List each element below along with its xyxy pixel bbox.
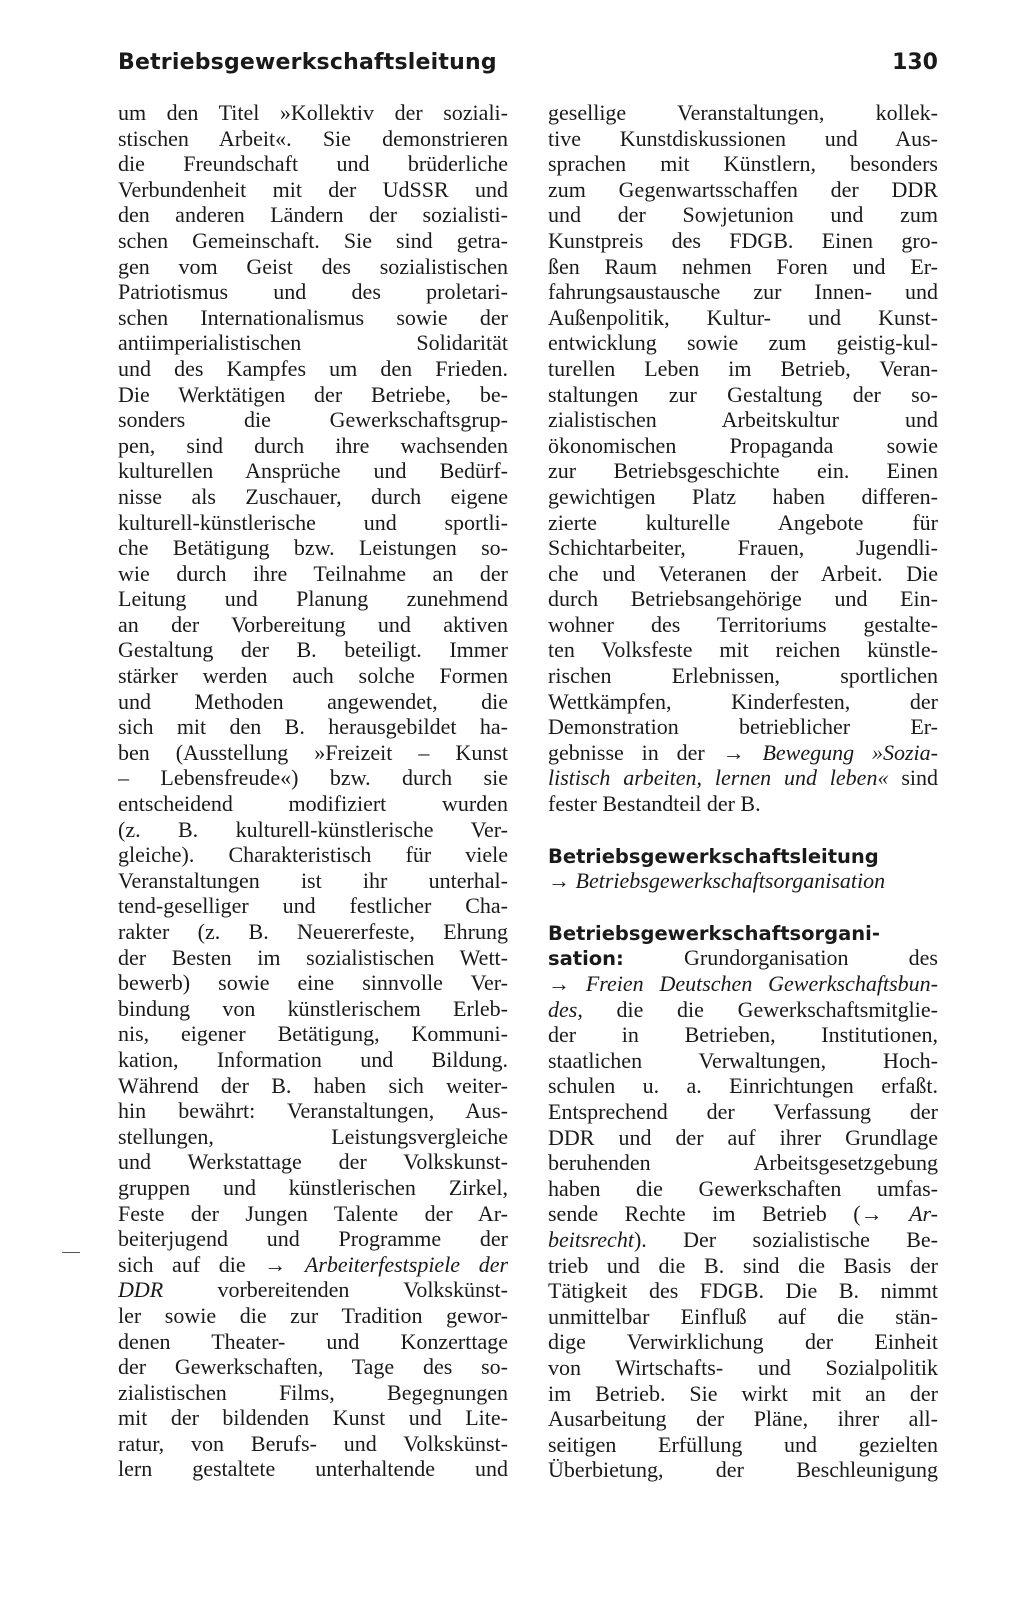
text-line: beiterjugend und Programme der xyxy=(118,1226,508,1252)
text-line: che Betätigung bzw. Leistungen so- xyxy=(118,535,508,561)
text-line: nis, eigener Betätigung, Kommuni- xyxy=(118,1021,508,1047)
text-line: und Methoden angewendet, die xyxy=(118,688,508,714)
text-line: Tätigkeit des FDGB. Die B. nimmt xyxy=(548,1278,938,1304)
text-line: ler sowie die zur Tradition gewor- xyxy=(118,1302,508,1328)
text-line: kulturellen Ansprüche und Bedürf- xyxy=(118,458,508,484)
text-line: kulturell-künstlerische und sportli- xyxy=(118,509,508,535)
text-line: der Besten im sozialistischen Wett- xyxy=(118,944,508,970)
text-line-with-reference xyxy=(548,971,938,997)
text-line: denen Theater- und Konzerttage xyxy=(118,1328,508,1354)
text-line: gesellige Veranstaltungen, kollek- xyxy=(548,100,938,125)
text-line-with-reference xyxy=(548,997,938,1023)
cross-reference-link[interactable]: Freien Deutschen Gewerkschaftsbun- xyxy=(585,971,938,996)
text-line: sich mit den B. herausgebildet ha- xyxy=(118,714,508,740)
text-line: – Lebensfreude«) bzw. durch sie xyxy=(118,765,508,791)
text-line: staltungen zur Gestaltung der so- xyxy=(548,381,938,407)
entry-definition-line xyxy=(548,945,938,971)
text-line: sprachen mit Künstlern, besonders xyxy=(548,151,938,177)
text-line: wohner des Territoriums gestalte- xyxy=(548,611,938,637)
text-line-with-reference xyxy=(548,1201,938,1227)
text-line: bewerb) sowie eine sinnvolle Ver- xyxy=(118,970,508,996)
text-line: entscheidend modifiziert wurden xyxy=(118,791,508,817)
text-line: hin bewährt: Veranstaltungen, Aus- xyxy=(118,1098,508,1124)
text-line: seitigen Erfüllung und gezielten xyxy=(548,1431,938,1457)
text-line: che und Veteranen der Arbeit. Die xyxy=(548,560,938,586)
text-line-with-reference xyxy=(548,1227,938,1253)
text-line: Demonstration betrieblicher Er- xyxy=(548,714,938,740)
text-line: turellen Leben im Betrieb, Veran- xyxy=(548,355,938,381)
text-line: wie durch ihre Teilnahme an der xyxy=(118,560,508,586)
right-column xyxy=(548,100,938,1483)
text-line: stischen Arbeit«. Sie demonstrieren xyxy=(118,125,508,151)
entry-headword-text: Betriebsgewerkschaftsorgani- xyxy=(548,921,880,945)
text-line: und Werkstattage der Volkskunst- xyxy=(118,1149,508,1175)
cross-reference-link[interactable]: Bewegung »Sozia- xyxy=(762,739,938,765)
cross-reference-link[interactable]: Ar- xyxy=(909,1201,938,1227)
text-line: sonders die Gewerkschaftsgrup- xyxy=(118,407,508,433)
text-line: Außenpolitik, Kultur- und Kunst- xyxy=(548,304,938,330)
cross-reference-link[interactable]: beitsrecht xyxy=(548,1226,634,1252)
entry-headword xyxy=(548,920,938,946)
text-line-with-reference xyxy=(548,740,938,766)
text-line: gruppen und künstlerischen Zirkel, xyxy=(118,1174,508,1200)
text-line: stärker werden auch solche Formen xyxy=(118,663,508,689)
text-line: Leitung und Planung zunehmend xyxy=(118,586,508,612)
text-line: ten Volksfeste mit reichen künstle- xyxy=(548,637,938,663)
text-line: ben (Ausstellung »Freizeit – Kunst xyxy=(118,739,508,765)
line-text: vorbereitenden Volkskünst- xyxy=(163,1277,508,1303)
text-line: durch Betriebsangehörige und Ein- xyxy=(548,586,938,612)
text-line: Veranstaltungen ist ihr unterhal- xyxy=(118,867,508,893)
text-line: haben die Gewerkschaften umfas- xyxy=(548,1175,938,1201)
text-line: zialistischen Films, Begegnungen xyxy=(118,1379,508,1405)
entry-headword-text: Betriebsgewerkschaftsleitung xyxy=(548,844,879,868)
text-line: gewichtigen Platz haben differen- xyxy=(548,483,938,509)
text-line: fahrungsaustausche zur Innen- und xyxy=(548,279,938,305)
cross-reference-arrow-icon: → xyxy=(264,1251,287,1277)
text-line: (z. B. kulturell-künstlerische Ver- xyxy=(118,816,508,842)
cross-reference-link[interactable]: Betriebsgewerkschaftsorganisation xyxy=(575,868,886,894)
cross-reference-arrow-icon: → xyxy=(548,868,570,894)
text-line: im Betrieb. Sie wirkt mit an der xyxy=(548,1380,938,1406)
text-line: Ausarbeitung der Pläne, ihrer all- xyxy=(548,1406,938,1432)
text-line: entwicklung sowie zum geistig-kul- xyxy=(548,330,938,356)
text-line: Patriotismus und des proletari- xyxy=(118,279,508,305)
text-line: ratur, von Berufs- und Volkskünst- xyxy=(118,1430,508,1456)
text-line: lern gestaltete unterhaltende und xyxy=(118,1456,508,1482)
text-line: die Freundschaft und brüderliche xyxy=(118,151,508,177)
text-line: und des Kampfes um den Frieden. xyxy=(118,355,508,381)
text-line: Schichtarbeiter, Frauen, Jugendli- xyxy=(548,535,938,561)
cross-reference-link[interactable]: DDR xyxy=(118,1277,164,1303)
text-line: mit der bildenden Kunst und Lite- xyxy=(118,1405,508,1431)
text-line-with-reference xyxy=(118,1277,508,1303)
text-line: stellungen, Leistungsvergleiche xyxy=(118,1123,508,1149)
text-line: rischen Erlebnissen, sportlichen xyxy=(548,663,938,689)
text-line: zialistischen Arbeitskultur und xyxy=(548,407,938,433)
left-column xyxy=(118,100,508,1482)
text-line: Die Werktätigen der Betriebe, be- xyxy=(118,381,508,407)
text-line: DDR und der auf ihrer Grundlage xyxy=(548,1124,938,1150)
text-line-with-reference xyxy=(118,1252,508,1278)
line-text: sich auf die xyxy=(118,1251,265,1277)
cross-reference-arrow-icon: → xyxy=(548,971,570,996)
text-line: pen, sind durch ihre wachsenden xyxy=(118,432,508,458)
cross-reference-arrow-icon: → xyxy=(860,1201,883,1227)
text-line: staatlichen Verwaltungen, Hoch- xyxy=(548,1047,938,1073)
text-line: schulen u. a. Einrichtungen erfaßt. xyxy=(548,1073,938,1099)
running-head: Betriebsgewerkschaftsleitung xyxy=(118,50,497,75)
text-line: antiimperialistischen Solidarität xyxy=(118,330,508,356)
text-line: Entsprechend der Verfassung der xyxy=(548,1098,938,1124)
text-line: gleiche). Charakteristisch für viele xyxy=(118,842,508,868)
line-text: sende Rechte im Betrieb ( xyxy=(548,1201,861,1227)
text-line: der in Betrieben, Institutionen, xyxy=(548,1022,938,1048)
line-text: ). Der sozialistische Be- xyxy=(633,1226,938,1252)
line-text: Grundorganisation des xyxy=(623,945,938,971)
text-line: trieb und die B. sind die Basis der xyxy=(548,1252,938,1278)
text-line: den anderen Ländern der sozialisti- xyxy=(118,202,508,228)
text-line: und der Sowjetunion und zum xyxy=(548,202,938,228)
text-line: von Wirtschafts- und Sozialpolitik xyxy=(548,1354,938,1380)
spacer xyxy=(548,894,938,920)
entry-headword xyxy=(548,843,938,869)
line-text: sind xyxy=(888,765,938,791)
entry-headword-text: sation: xyxy=(548,947,624,971)
spacer xyxy=(548,817,938,843)
cross-reference-link[interactable]: listisch arbeiten, lernen und leben« xyxy=(548,765,889,791)
text-line-with-reference xyxy=(548,765,938,791)
text-line: beruhenden Arbeitsgesetzgebung xyxy=(548,1150,938,1176)
text-line: bindung von künstlerischem Erleb- xyxy=(118,995,508,1021)
text-line: zum Gegenwartsschaffen der DDR xyxy=(548,176,938,202)
text-line: kation, Information und Bildung. xyxy=(118,1046,508,1072)
line-text: gebnisse in der xyxy=(548,739,723,765)
text-line: fester Bestandteil der B. xyxy=(548,791,761,817)
text-line: der Gewerkschaften, Tage des so- xyxy=(118,1354,508,1380)
text-line: Gestaltung der B. beteiligt. Immer xyxy=(118,637,508,663)
text-line: Kunstpreis des FDGB. Einen gro- xyxy=(548,227,938,253)
text-line: nisse als Zuschauer, durch eigene xyxy=(118,483,508,509)
page-header xyxy=(118,50,938,90)
text-line: ßen Raum nehmen Foren und Er- xyxy=(548,253,938,279)
text-line: Verbundenheit mit der UdSSR und xyxy=(118,176,508,202)
cross-reference-arrow-icon: → xyxy=(722,739,745,765)
page-number: 130 xyxy=(892,50,938,75)
text-line: Während der B. haben sich weiter- xyxy=(118,1072,508,1098)
text-line: Überbietung, der Beschleunigung xyxy=(548,1457,938,1483)
text-line: zierte kulturelle Angebote für xyxy=(548,509,938,535)
text-line: Wettkämpfen, Kinderfesten, der xyxy=(548,688,938,714)
cross-reference-link[interactable]: des xyxy=(548,996,578,1022)
text-line: schen Gemeinschaft. Sie sind getra- xyxy=(118,227,508,253)
text-line: um den Titel »Kollektiv der soziali- xyxy=(118,100,508,125)
entry-reference-line xyxy=(548,868,938,894)
text-line: zur Betriebsgeschichte ein. Einen xyxy=(548,458,938,484)
text-line: tive Kunstdiskussionen und Aus- xyxy=(548,125,938,151)
text-line: tend-geselliger und festlicher Cha- xyxy=(118,893,508,919)
text-line: Feste der Jungen Talente der Ar- xyxy=(118,1200,508,1226)
line-text: , die die Gewerkschaftsmitglie- xyxy=(577,996,938,1022)
text-line: unmittelbar Einfluß auf die stän- xyxy=(548,1303,938,1329)
text-line: an der Vorbereitung und aktiven xyxy=(118,611,508,637)
cross-reference-link[interactable]: Arbeiterfestspiele der xyxy=(304,1251,508,1277)
text-line: ökonomischen Propaganda sowie xyxy=(548,432,938,458)
text-line: dige Verwirklichung der Einheit xyxy=(548,1329,938,1355)
text-line: gen vom Geist des sozialistischen xyxy=(118,253,508,279)
text-line: rakter (z. B. Neuererfeste, Ehrung xyxy=(118,919,508,944)
margin-mark xyxy=(62,1252,80,1253)
text-line: schen Internationalismus sowie der xyxy=(118,304,508,330)
